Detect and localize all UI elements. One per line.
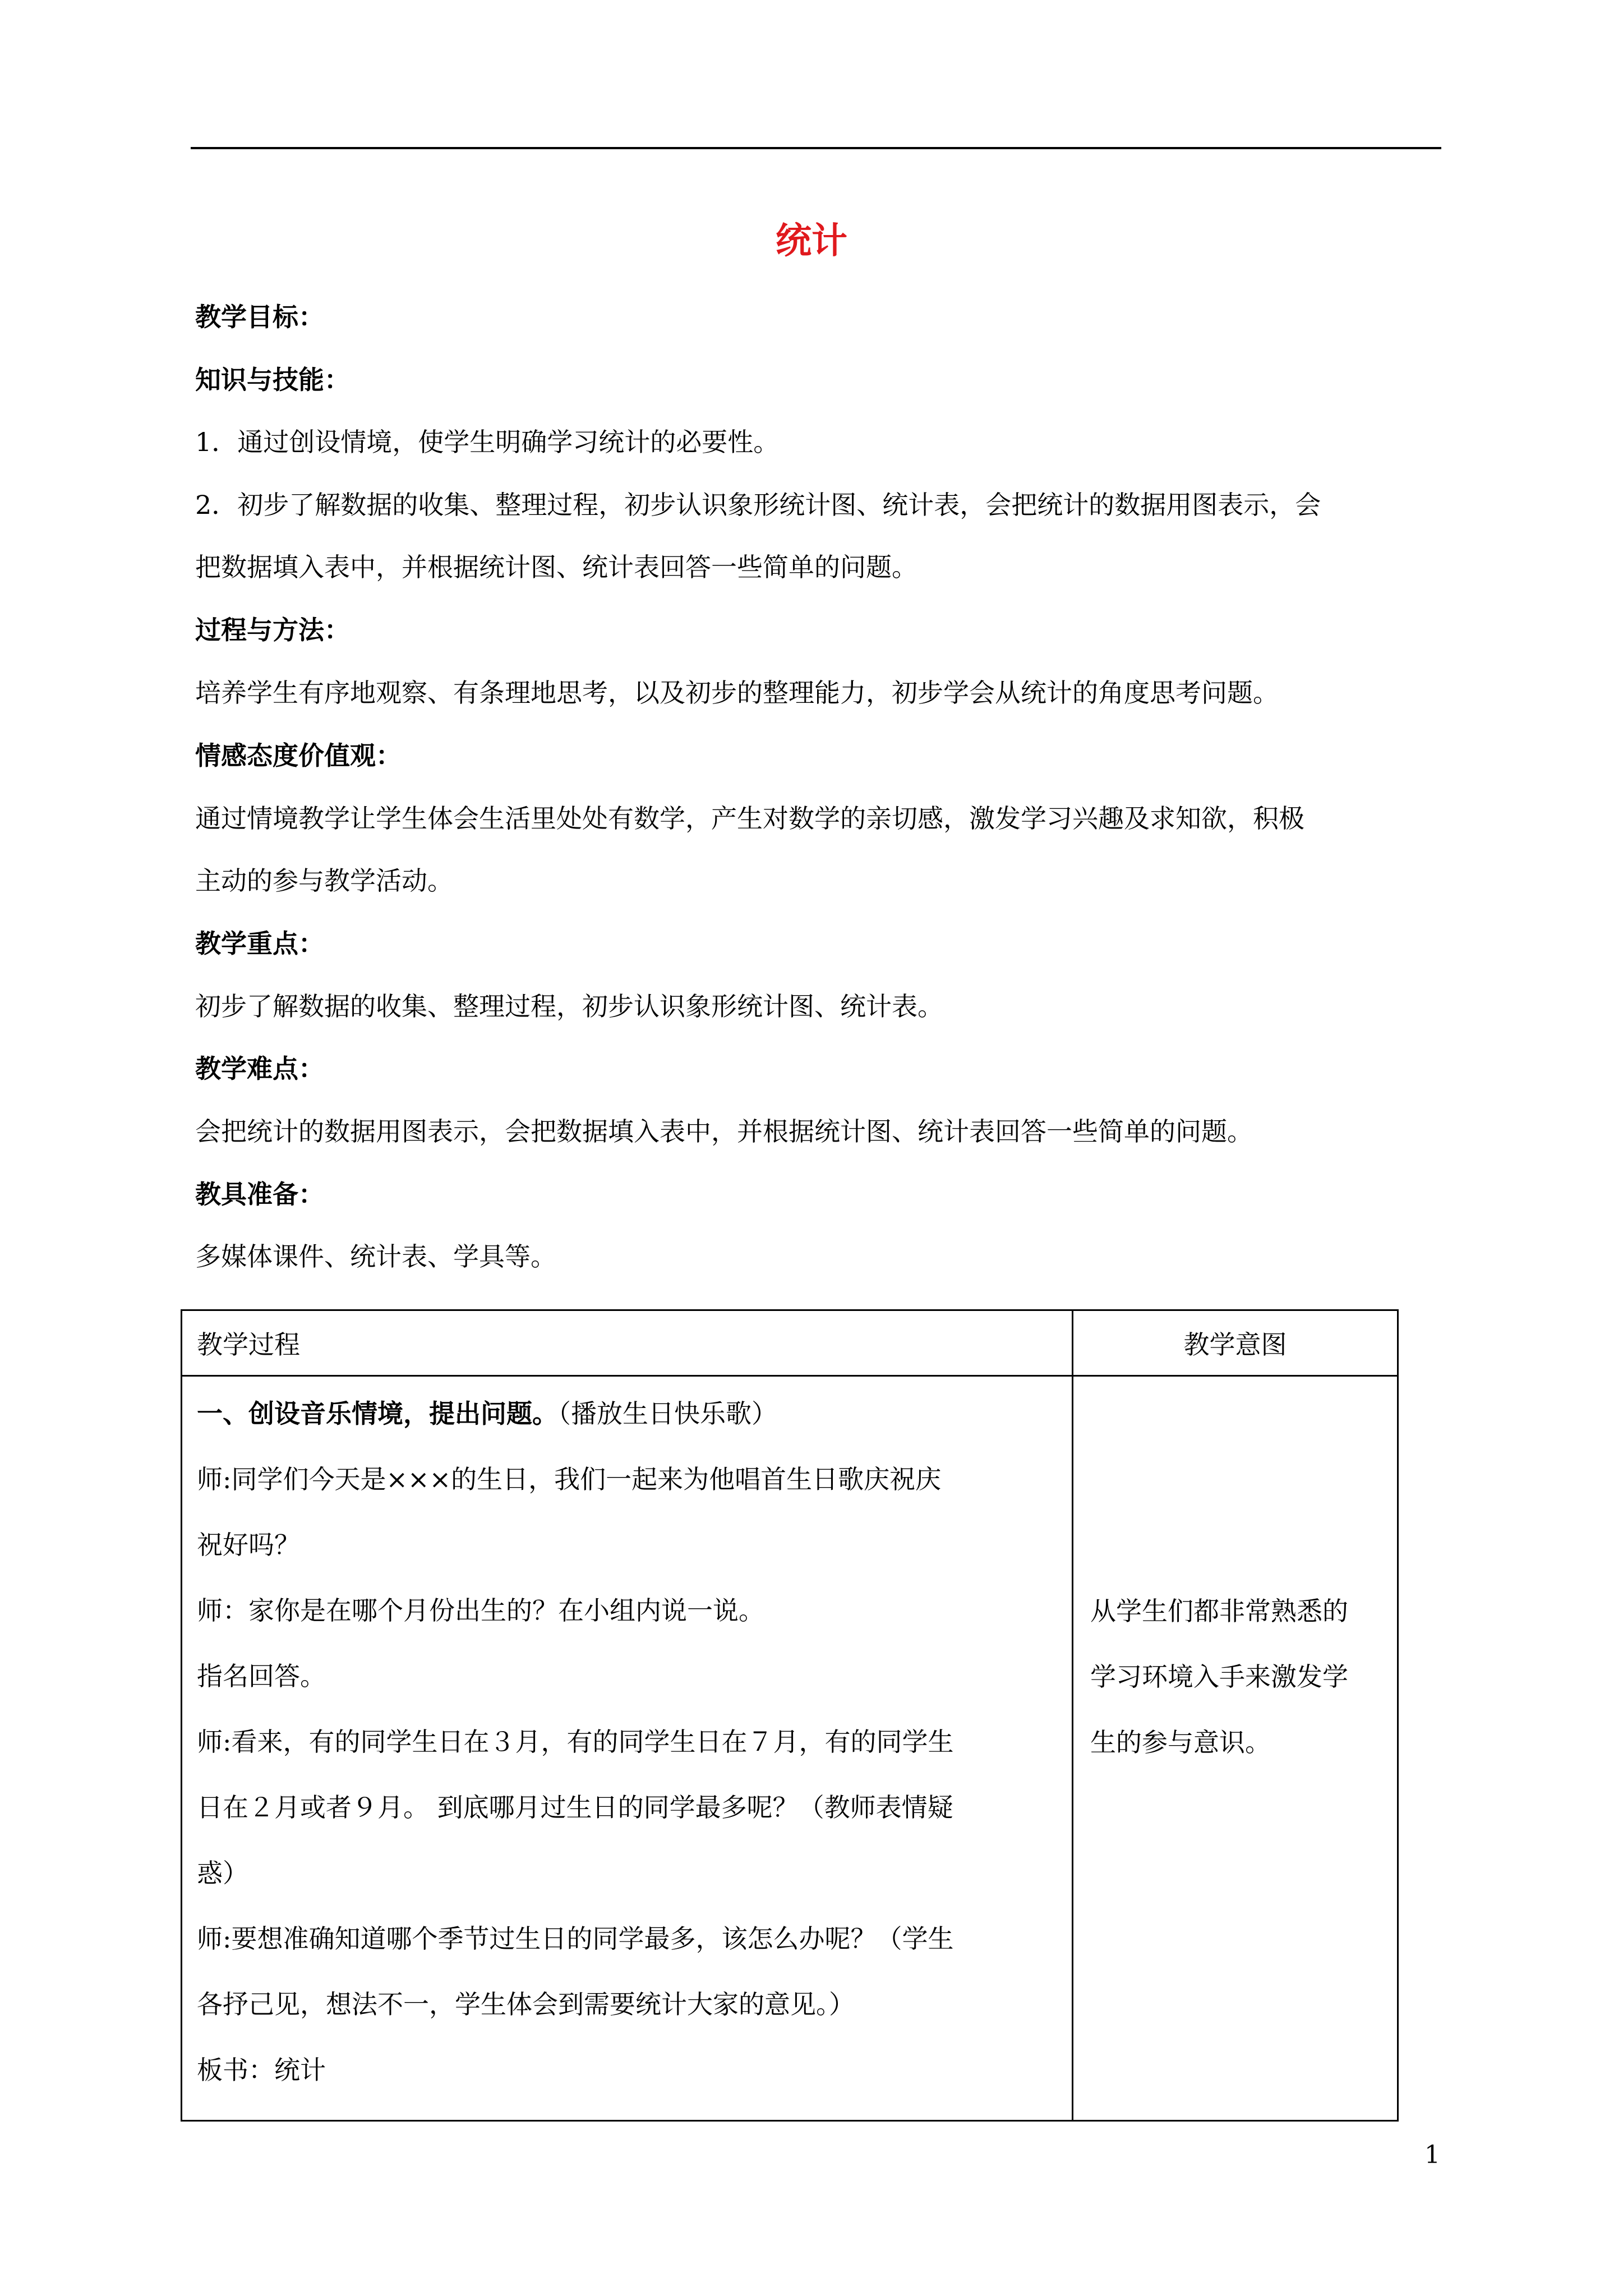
header-teaching-process: 教学过程 (182, 1310, 1073, 1376)
heading-difficulties: 教学难点： (195, 1053, 324, 1084)
paragraph-goal-1: 1．通过创设情境，使学生明确学习统计的必要性。 (195, 427, 780, 457)
paragraph-key-points: 初步了解数据的收集、整理过程，初步认识象形统计图、统计表。 (195, 991, 943, 1022)
paragraph-process-methods: 培养学生有序地观察、有条理地思考，以及初步的整理能力，初步学会从统计的角度思考问题。 (195, 678, 1279, 708)
intent-cell (1073, 1376, 1398, 2121)
process-section-title: 一、创设音乐情境，提出问题。 (197, 1398, 558, 1429)
heading-attitudes-values: 情感态度价值观： (195, 740, 402, 771)
heading-knowledge-skills: 知识与技能： (195, 365, 350, 395)
process-line: 祝好吗？ (197, 1530, 300, 1560)
process-line: 师:看来，有的同学生日在３月，有的同学生日在７月，有的同学生 (197, 1727, 954, 1757)
process-line: 师:要想准确知道哪个季节过生日的同学最多，该怎么办呢？（学生 (197, 1924, 954, 1954)
intent-line: 生的参与意识。 (1090, 1727, 1271, 1757)
paragraph-difficulties: 会把统计的数据用图表示，会把数据填入表中，并根据统计图、统计表回答一些简单的问题。 (195, 1116, 1253, 1147)
heading-teaching-goals: 教学目标： (195, 302, 324, 332)
paragraph-goal-2-line-1: 2．初步了解数据的收集、整理过程，初步认识象形统计图、统计表，会把统计的数据用图表示，会 (195, 490, 1321, 520)
process-line: 师：家你是在哪个月份出生的？在小组内说一说。 (197, 1595, 764, 1626)
process-line: 师:同学们今天是×××的生日，我们一起来为他唱首生日歌庆祝庆 (197, 1464, 942, 1494)
process-cell (182, 1376, 1073, 2121)
paragraph-attitudes-line-2: 主动的参与教学活动。 (195, 866, 453, 896)
process-line: 日在２月或者９月。 到底哪月过生日的同学最多呢？（教师表情疑 (197, 1792, 953, 1823)
process-line: 指名回答。 (197, 1661, 326, 1691)
table-header-row (182, 1310, 1398, 1376)
heading-teaching-aids: 教具准备： (195, 1179, 324, 1209)
header-teaching-intent: 教学意图 (1073, 1310, 1398, 1376)
process-section-note: （播放生日快乐歌） (558, 1398, 777, 1429)
intent-line: 从学生们都非常熟悉的 (1090, 1596, 1348, 1626)
process-line: 惑） (197, 1858, 248, 1888)
table-row (182, 1376, 1398, 2121)
process-line: 板书：统计 (197, 2055, 326, 2085)
paragraph-goal-2-line-2: 把数据填入表中，并根据统计图、统计表回答一些简单的问题。 (195, 552, 917, 582)
intent-line: 学习环境入手来激发学 (1090, 1662, 1348, 1692)
heading-key-points: 教学重点： (195, 928, 324, 959)
paragraph-teaching-aids: 多媒体课件、统计表、学具等。 (195, 1241, 556, 1272)
header-rule (191, 147, 1441, 149)
process-section-heading (197, 1381, 1061, 1447)
page-number: 1 (1424, 2141, 1440, 2169)
document-title: 统计 (776, 220, 847, 262)
lesson-plan-table (181, 1309, 1399, 2122)
heading-process-methods: 过程与方法： (195, 615, 350, 645)
paragraph-attitudes-line-1: 通过情境教学让学生体会生活里处处有数学，产生对数学的亲切感，激发学习兴趣及求知欲，积极 (195, 803, 1304, 834)
process-line: 各抒己见，想法不一，学生体会到需要统计大家的意见。） (197, 1989, 855, 2019)
